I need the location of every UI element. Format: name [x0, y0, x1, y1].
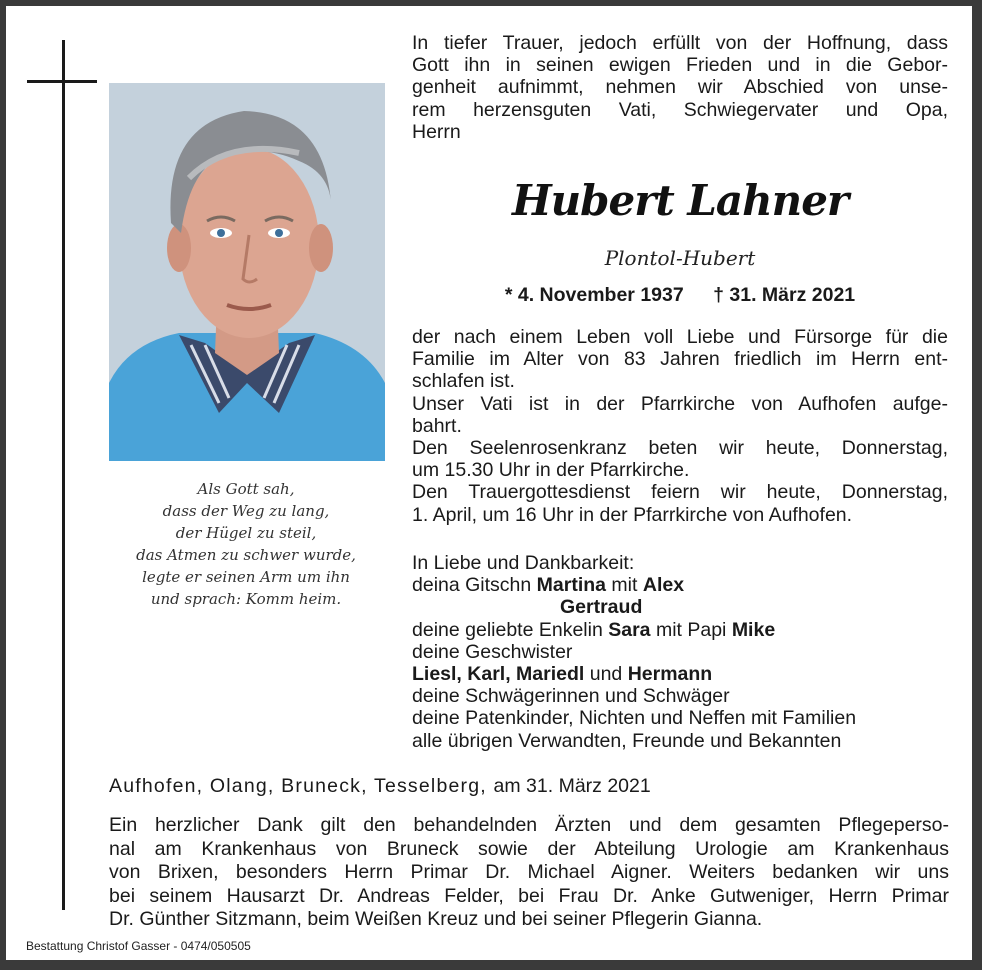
- place-names: Aufhofen, Olang, Bruneck, Tesselberg,: [109, 775, 487, 797]
- mourners-line: [412, 574, 948, 596]
- poem: [108, 478, 384, 610]
- mourner-name: Gertraud: [560, 596, 643, 619]
- deceased-name: Hubert Lahner: [511, 176, 849, 225]
- intro-line: Gott ihn in seinen ewigen Frieden und in die Gebor-: [412, 54, 948, 77]
- mourner-name: Martina: [536, 574, 607, 597]
- details-line: Familie im Alter von 83 Jahren friedlich im Herrn ent-: [412, 348, 948, 371]
- mourner-name: Alex: [642, 574, 685, 597]
- funeral-home-footer: Bestattung Christof Gasser - 0474/050505: [26, 939, 251, 953]
- mourners-text: mit: [606, 574, 643, 597]
- death-date: † 31. März 2021: [713, 284, 856, 306]
- details-line: 1. April, um 16 Uhr in der Pfarrkirche von Aufhofen.: [412, 503, 853, 526]
- thanks-paragraph: [109, 814, 949, 932]
- intro-line: rem herzensguten Vati, Schwiegervater und Opa,: [412, 98, 948, 121]
- details-line: bahrt.: [412, 414, 462, 437]
- mourners-line: deine Patenkinder, Nichten und Neffen mit Familien: [412, 707, 857, 730]
- thanks-line: Dr. Günther Sitzmann, beim Weißen Kreuz und bei seiner Pflegerin Gianna.: [109, 908, 763, 930]
- poem-line: Als Gott sah,: [197, 480, 295, 498]
- details-line: schlafen ist.: [412, 370, 515, 393]
- intro-paragraph: [412, 32, 948, 143]
- poem-line: das Atmen zu schwer wurde,: [136, 546, 356, 564]
- details-line: Unser Vati ist in der Pfarrkirche von Aufhofen aufge-: [412, 392, 948, 415]
- obituary-notice: [6, 6, 972, 960]
- mourners-list: [412, 552, 948, 752]
- intro-line: In tiefer Trauer, jedoch erfüllt von der Hoffnung, dass: [412, 32, 948, 54]
- mourners-line: deine Schwägerinnen und Schwäger: [412, 685, 730, 708]
- mourner-name: Sara: [608, 618, 651, 641]
- birth-date: * 4. November 1937: [504, 284, 684, 306]
- details-line: der nach einem Leben voll Liebe und Fürsorge für die: [412, 326, 948, 348]
- poem-line: und sprach: Komm heim.: [150, 590, 342, 608]
- mourner-name: Hermann: [627, 663, 713, 686]
- thanks-line: bei seinem Hausarzt Dr. Andreas Felder, bei Frau Dr. Anke Gutweniger, Herrn Primar: [109, 884, 949, 907]
- thanks-line: nal am Krankenhaus von Bruneck sowie der Abteilung Urologie am Krankenhaus: [109, 837, 949, 860]
- life-dates: [412, 284, 948, 307]
- mourners-heading: In Liebe und Dankbarkeit:: [412, 552, 635, 574]
- poem-line: dass der Weg zu lang,: [162, 502, 330, 520]
- cross-icon-horizontal: [27, 80, 97, 83]
- poem-line: der Hügel zu steil,: [175, 524, 317, 542]
- intro-line: genheit aufnimmt, nehmen wir Abschied von unse-: [412, 76, 948, 99]
- details-line: um 15.30 Uhr in der Pfarrkirche.: [412, 459, 690, 482]
- mourner-name: Liesl, Karl, Mariedl: [412, 663, 585, 686]
- mourners-text: mit Papi: [650, 618, 732, 641]
- mourner-name: Mike: [731, 618, 776, 641]
- mourners-line: [412, 596, 948, 618]
- details-line: Den Seelenrosenkranz beten wir heute, Donnerstag,: [412, 437, 948, 460]
- mourners-line: deine Geschwister: [412, 640, 573, 663]
- mourners-line: [412, 619, 948, 641]
- portrait-photo: [109, 83, 385, 461]
- mourners-text: deine geliebte Enkelin: [412, 618, 609, 641]
- mourners-text: und: [584, 663, 628, 686]
- deceased-nickname: Plontol-Hubert: [604, 246, 756, 270]
- thanks-line: von Brixen, besonders Herrn Primar Dr. Michael Aigner. Weiters bedanken wir uns: [109, 861, 949, 883]
- poem-line: legte er seinen Arm um ihn: [142, 568, 350, 586]
- mourners-line: alle übrigen Verwandten, Freunde und Bekannten: [412, 729, 842, 752]
- place-date-line: [109, 775, 651, 798]
- details-paragraph: [412, 326, 948, 526]
- details-line: Den Trauergottesdienst feiern wir heute, Donnerstag,: [412, 481, 948, 504]
- thanks-line: Ein herzlicher Dank gilt den behandelnden Ärzten und dem gesamten Pflegeperso-: [109, 814, 949, 836]
- place-date: am 31. März 2021: [493, 775, 651, 797]
- cross-icon-vertical: [62, 40, 65, 910]
- intro-line: Herrn: [412, 120, 461, 143]
- mourners-text: deina Gitschn: [412, 574, 537, 597]
- mourners-line: [412, 663, 948, 685]
